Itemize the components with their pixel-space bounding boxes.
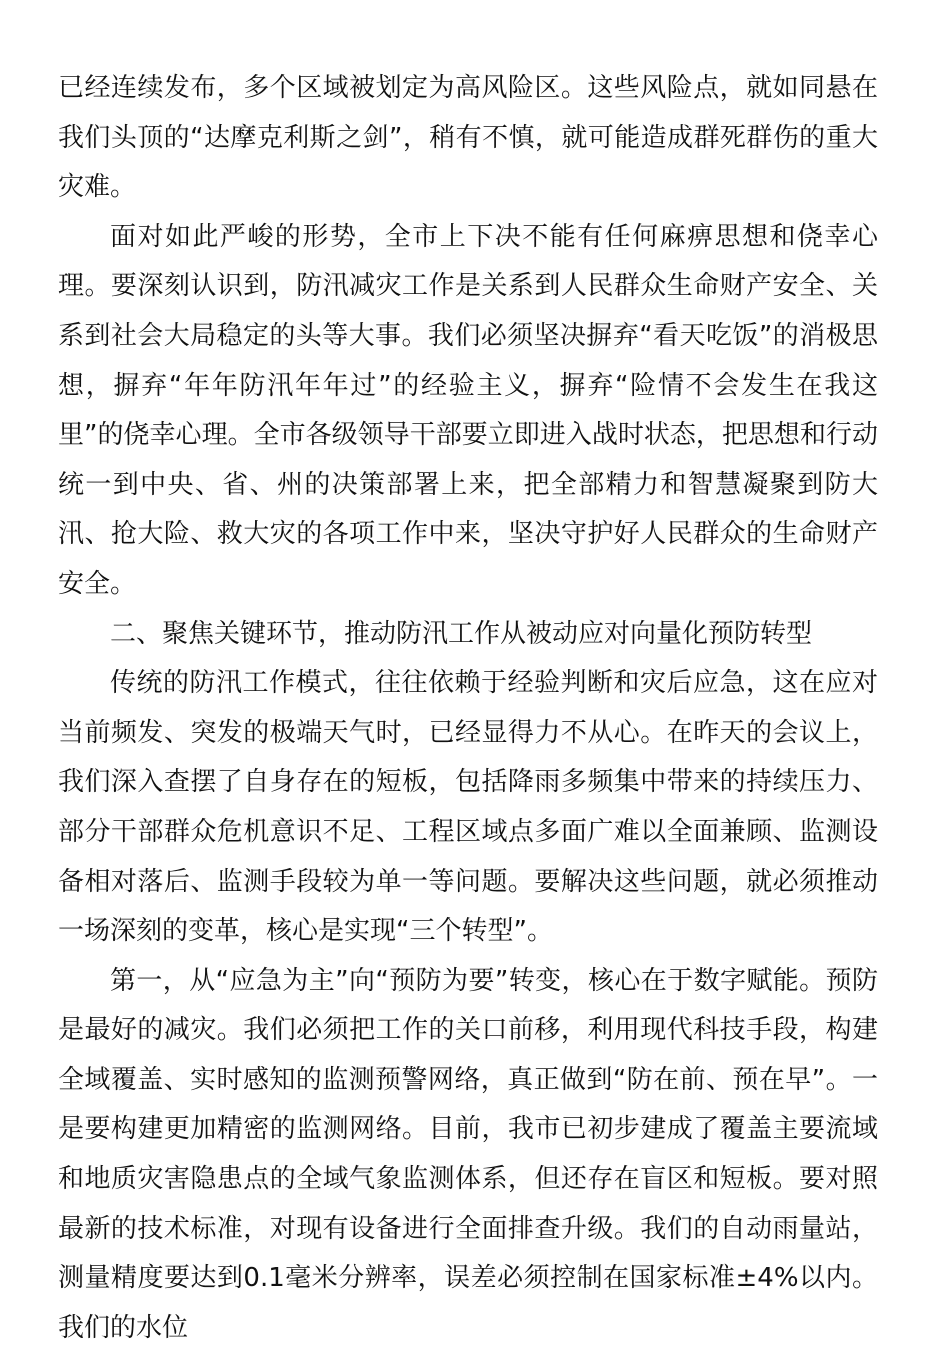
document-body [58,64,878,1353]
paragraph-continuation: 已经连续发布，多个区域被划定为高风险区。这些风险点，就如同悬在我们头顶的“达摩克利斯之剑”，稍有不慎，就可能造成群死群伤的重大灾难。 [58,73,878,203]
section-heading-2: 二、聚焦关键环节，推动防汛工作从被动应对向量化预防转型 [110,618,813,649]
paragraph-situation: 面对如此严峻的形势，全市上下决不能有任何麻痹思想和侥幸心理。要深刻认识到，防汛减灾工作是关系到人民群众生命财产安全、关系到社会大局稳定的头等大事。我们必须坚决摒弃“看天吃饭”的消极思想，摒弃“年年防汛年年过”的经验主义，摒弃“险情不会发生在我这里”的侥幸心理。全市各级领导干部要立即进入战时状态，把思想和行动统一到中央、省、州的决策部署上来，把全部精力和智慧凝聚到防大汛、抢大险、救大灾的各项工作中来，坚决守护好人民群众的生命财产安全。 [58,221,878,599]
paragraph-traditional-model: 传统的防汛工作模式，往往依赖于经验判断和灾后应急，这在应对当前频发、突发的极端天气时，已经显得力不从心。在昨天的会议上，我们深入查摆了自身存在的短板，包括降雨多频集中带来的持续压力、部分干部群众危机意识不足、工程区域点多面广难以全面兼顾、监测设备相对落后、监测手段较为单一等问题。要解决这些问题，就必须推动一场深刻的变革，核心是实现“三个转型”。 [58,668,878,947]
paragraph-first-transformation: 第一，从“应急为主”向“预防为要”转变，核心在于数字赋能。预防是最好的减灾。我们必须把工作的关口前移，利用现代科技手段，构建全域覆盖、实时感知的监测预警网络，真正做到“防在前、预在早”。一是要构建更加精密的监测网络。目前，我市已初步建成了覆盖主要流域和地质灾害隐患点的全域气象监测体系，但还存在盲区和短板。要对照最新的技术标准，对现有设备进行全面排查升级。我们的自动雨量站，测量精度要达到0.1毫米分辨率，误差必须控制在国家标准±4%以内。我们的水位 [58,965,878,1343]
